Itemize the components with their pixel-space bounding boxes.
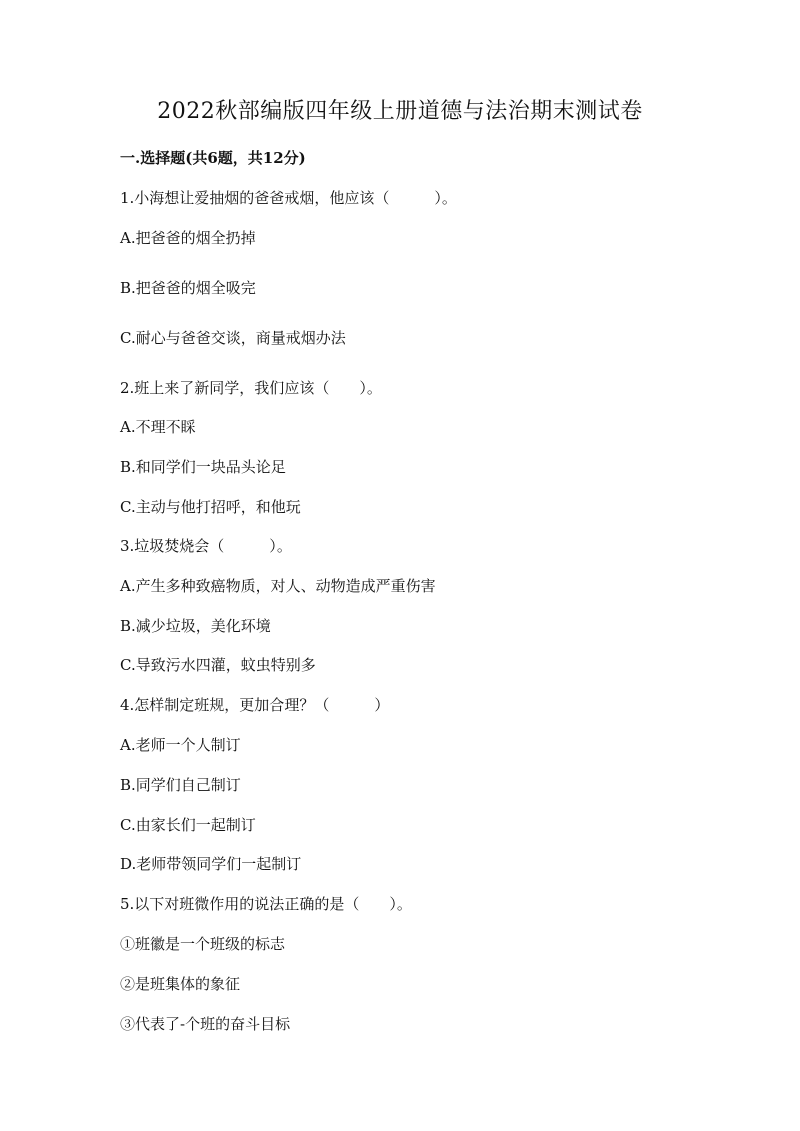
question-3-option-b: B.减少垃圾，美化环境 bbox=[120, 617, 271, 635]
question-5: 5.以下对班微作用的说法正确的是（ ）。 bbox=[120, 895, 412, 913]
question-1: 1.小海想让爱抽烟的爸爸戒烟，他应该（ ）。 bbox=[120, 189, 457, 207]
question-5-statement-2: ②是班集体的象征 bbox=[120, 975, 241, 993]
question-4: 4.怎样制定班规，更加合理？（ ） bbox=[120, 696, 390, 714]
question-1-option-c: C.耐心与爸爸交谈，商量戒烟办法 bbox=[120, 329, 346, 347]
document-title: 2022秋部编版四年级上册道德与法治期末测试卷 bbox=[157, 99, 643, 124]
question-5-statement-3: ③代表了-个班的奋斗目标 bbox=[120, 1015, 291, 1033]
question-4-option-a: A.老师一个人制订 bbox=[120, 736, 241, 754]
question-4-option-b: B.同学们自己制订 bbox=[120, 776, 241, 794]
question-4-option-c: C.由家长们一起制订 bbox=[120, 816, 256, 834]
question-2-option-b: B.和同学们一块品头论足 bbox=[120, 458, 286, 476]
question-4-option-d: D.老师带领同学们一起制订 bbox=[120, 855, 302, 873]
question-1-option-a: A.把爸爸的烟全扔掉 bbox=[120, 229, 256, 247]
question-2-option-a: A.不理不睬 bbox=[120, 418, 196, 436]
section-heading: 一.选择题(共6题，共12分) bbox=[120, 149, 306, 167]
question-3: 3.垃圾焚烧会（ ）。 bbox=[120, 537, 292, 555]
question-2: 2.班上来了新同学，我们应该（ ）。 bbox=[120, 379, 382, 397]
question-1-option-b: B.把爸爸的烟全吸完 bbox=[120, 279, 256, 297]
question-2-option-c: C.主动与他打招呼，和他玩 bbox=[120, 498, 301, 516]
question-5-statement-1: ①班徽是一个班级的标志 bbox=[120, 935, 286, 953]
question-3-option-c: C.导致污水四灌，蚊虫特别多 bbox=[120, 656, 316, 674]
question-3-option-a: A.产生多种致癌物质，对人、动物造成严重伤害 bbox=[120, 577, 436, 595]
